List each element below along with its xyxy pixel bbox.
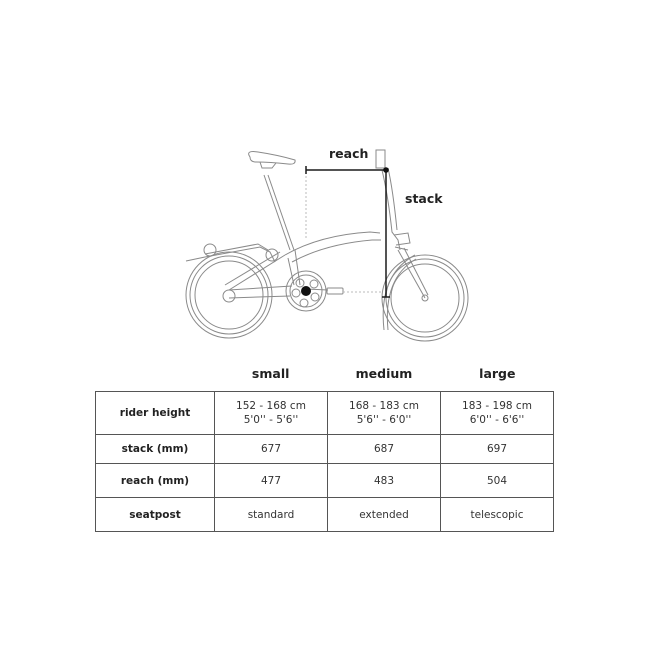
- table-cell: 697: [441, 435, 554, 464]
- reach-label: reach: [329, 146, 369, 161]
- height-ft: 5'0'' - 5'6'': [243, 414, 299, 426]
- table-cell: [215, 392, 328, 435]
- size-headers: [214, 366, 554, 386]
- table-row-reach: [96, 464, 554, 498]
- table-cell: 504: [441, 464, 554, 498]
- table-row-rider-height: [96, 392, 554, 435]
- table-cell: 677: [215, 435, 328, 464]
- row-label: seatpost: [96, 498, 215, 532]
- size-header-small: small: [251, 366, 290, 381]
- measurement-lines: [306, 166, 390, 297]
- table-cell: standard: [215, 498, 328, 532]
- table-cell: telescopic: [441, 498, 554, 532]
- geometry-table: [95, 391, 554, 532]
- table-cell: [441, 392, 554, 435]
- bottom-bracket-point: [301, 286, 311, 296]
- size-header-medium: medium: [355, 366, 413, 381]
- height-cm: 168 - 183 cm: [349, 400, 419, 412]
- table-row-seatpost: [96, 498, 554, 532]
- table-cell: 687: [328, 435, 441, 464]
- bike-outline: [186, 150, 468, 341]
- row-label: rider height: [96, 392, 215, 435]
- row-label: reach (mm): [96, 464, 215, 498]
- table-cell: extended: [328, 498, 441, 532]
- row-label: stack (mm): [96, 435, 215, 464]
- stack-label: stack: [405, 191, 443, 206]
- table-row-stack: [96, 435, 554, 464]
- handlebar-point: [383, 167, 389, 173]
- height-cm: 152 - 168 cm: [236, 400, 306, 412]
- table-cell: 477: [215, 464, 328, 498]
- height-ft: 6'0'' - 6'6'': [469, 414, 525, 426]
- height-ft: 5'6'' - 6'0'': [356, 414, 412, 426]
- table-cell: [328, 392, 441, 435]
- height-cm: 183 - 198 cm: [462, 400, 532, 412]
- size-header-large: large: [479, 366, 516, 381]
- table-cell: 483: [328, 464, 441, 498]
